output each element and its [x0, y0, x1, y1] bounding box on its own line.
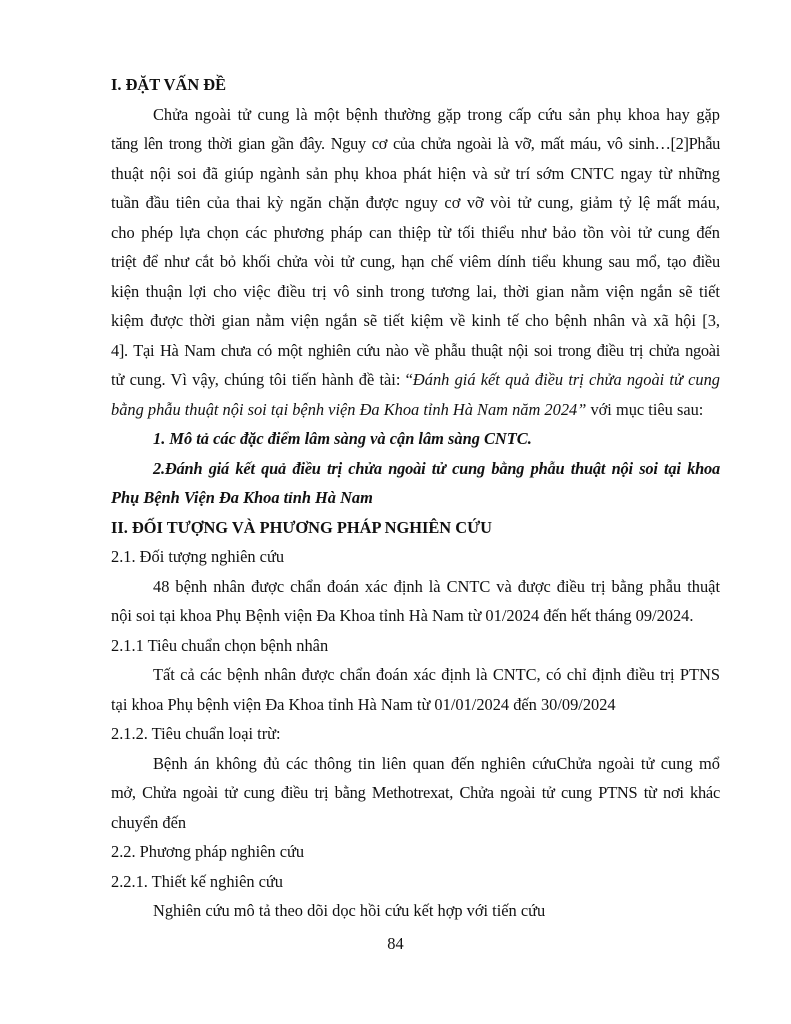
study-title-text: bằng phẫu thuật nội soi tại bệnh viện Đa Khoa tỉnh Hà Nam năm 2024” [111, 399, 587, 419]
study-title-text: Đánh giá kết quả điều trị chửa ngoài tử cung [412, 370, 720, 389]
paragraph-line: Bệnh án không đủ các thông tin liên quan đến nghiên cứuChửa ngoài tử cung mổ [153, 753, 720, 773]
paragraph-line: kiện thuận lợi cho việc điều trị vô sinh trong tương lai, thời gian nằm viện ngắn sẽ tiết [111, 281, 720, 301]
section-heading-1: I. ĐẶT VẤN ĐỀ [111, 75, 227, 94]
subsection-heading: 2.1.1 Tiêu chuẩn chọn bệnh nhân [111, 635, 329, 655]
paragraph-line: mở, Chửa ngoài tử cung điều trị bằng Methotrexat, Chửa ngoài tử cung PTNS từ nơi khác [111, 783, 720, 802]
paragraph-line: 48 bệnh nhân được chẩn đoán xác định là CNTC và được điều trị bằng phẫu thuật [153, 576, 720, 596]
paragraph-text: tử cung. Vì vậy, chúng tôi tiến hành đề tài: “ [111, 370, 413, 389]
subsection-heading: 2.1. Đối tượng nghiên cứu [111, 547, 285, 566]
paragraph-line: tại khoa Phụ bệnh viện Đa Khoa tỉnh Hà Nam từ 01/01/2024 đến 30/09/2024 [111, 694, 616, 714]
subsection-heading: 2.2. Phương pháp nghiên cứu [111, 842, 305, 861]
section-heading-2: II. ĐỐI TƯỢNG VÀ PHƯƠNG PHÁP NGHIÊN CỨU [111, 517, 492, 537]
paragraph-line: kiệm được thời gian nằm viện ngắn sẽ tiết kiệm về kinh tế cho bệnh nhân và xã hội [3, [111, 311, 720, 330]
paragraph-line [111, 365, 720, 395]
paragraph-line: Chửa ngoài tử cung là một bệnh thường gặp trong cấp cứu sản phụ khoa hay gặp [153, 104, 720, 124]
objective-2-line: Phụ Bệnh Viện Đa Khoa tỉnh Hà Nam [111, 488, 373, 507]
page-number: 84 [387, 934, 404, 953]
objective-2-line: 2.Đánh giá kết quả điều trị chửa ngoài tử cung bằng phẫu thuật nội soi tại khoa [153, 458, 720, 478]
paragraph-line: triệt để như cắt bỏ khối chửa vòi tử cung, hạn chế viêm dính tiểu khung sau mổ, tạo điều [111, 252, 720, 271]
paragraph-line: thuật nội soi đã giúp ngành sản phụ khoa phát hiện và sử trí sớm CNTC ngay từ những [111, 163, 720, 183]
paragraph-line: tăng lên trong thời gian gần đây. Nguy cơ của chửa ngoài là vỡ, mất máu, vô sinh…[2]Phẫu [111, 134, 720, 153]
paragraph-line [111, 395, 720, 425]
paragraph-text: với mục tiêu sau: [586, 399, 704, 419]
paragraph-line: Nghiên cứu mô tả theo dõi dọc hồi cứu kết hợp với tiến cứu [153, 901, 546, 920]
paragraph-line: cho phép lựa chọn các phương pháp can thiệp từ tối thiểu như bảo tồn vòi tử cung đến [111, 222, 720, 242]
paragraph-line: chuyển đến [111, 812, 187, 832]
paragraph-line: Tất cả các bệnh nhân được chẩn đoán xác định là CNTC, có chỉ định điều trị PTNS [153, 665, 720, 684]
paragraph-line: tuần đầu tiên của thai kỳ ngăn chặn được nguy cơ vỡ vòi tử cung, giảm tỷ lệ mất máu, [111, 193, 720, 212]
subsection-heading: 2.1.2. Tiêu chuẩn loại trừ: [111, 724, 281, 743]
paragraph-line: 4]. Tại Hà Nam chưa có một nghiên cứu nào về phẫu thuật nội soi trong điều trị chửa ngoài [111, 340, 720, 360]
document-page [111, 70, 720, 926]
objective-1: 1. Mô tả các đặc điểm lâm sàng và cận lâm sàng CNTC. [153, 429, 532, 448]
paragraph-line: nội soi tại khoa Phụ Bệnh viện Đa Khoa tỉnh Hà Nam từ 01/2024 đến hết tháng 09/2024. [111, 606, 694, 625]
subsection-heading: 2.2.1. Thiết kế nghiên cứu [111, 871, 283, 891]
